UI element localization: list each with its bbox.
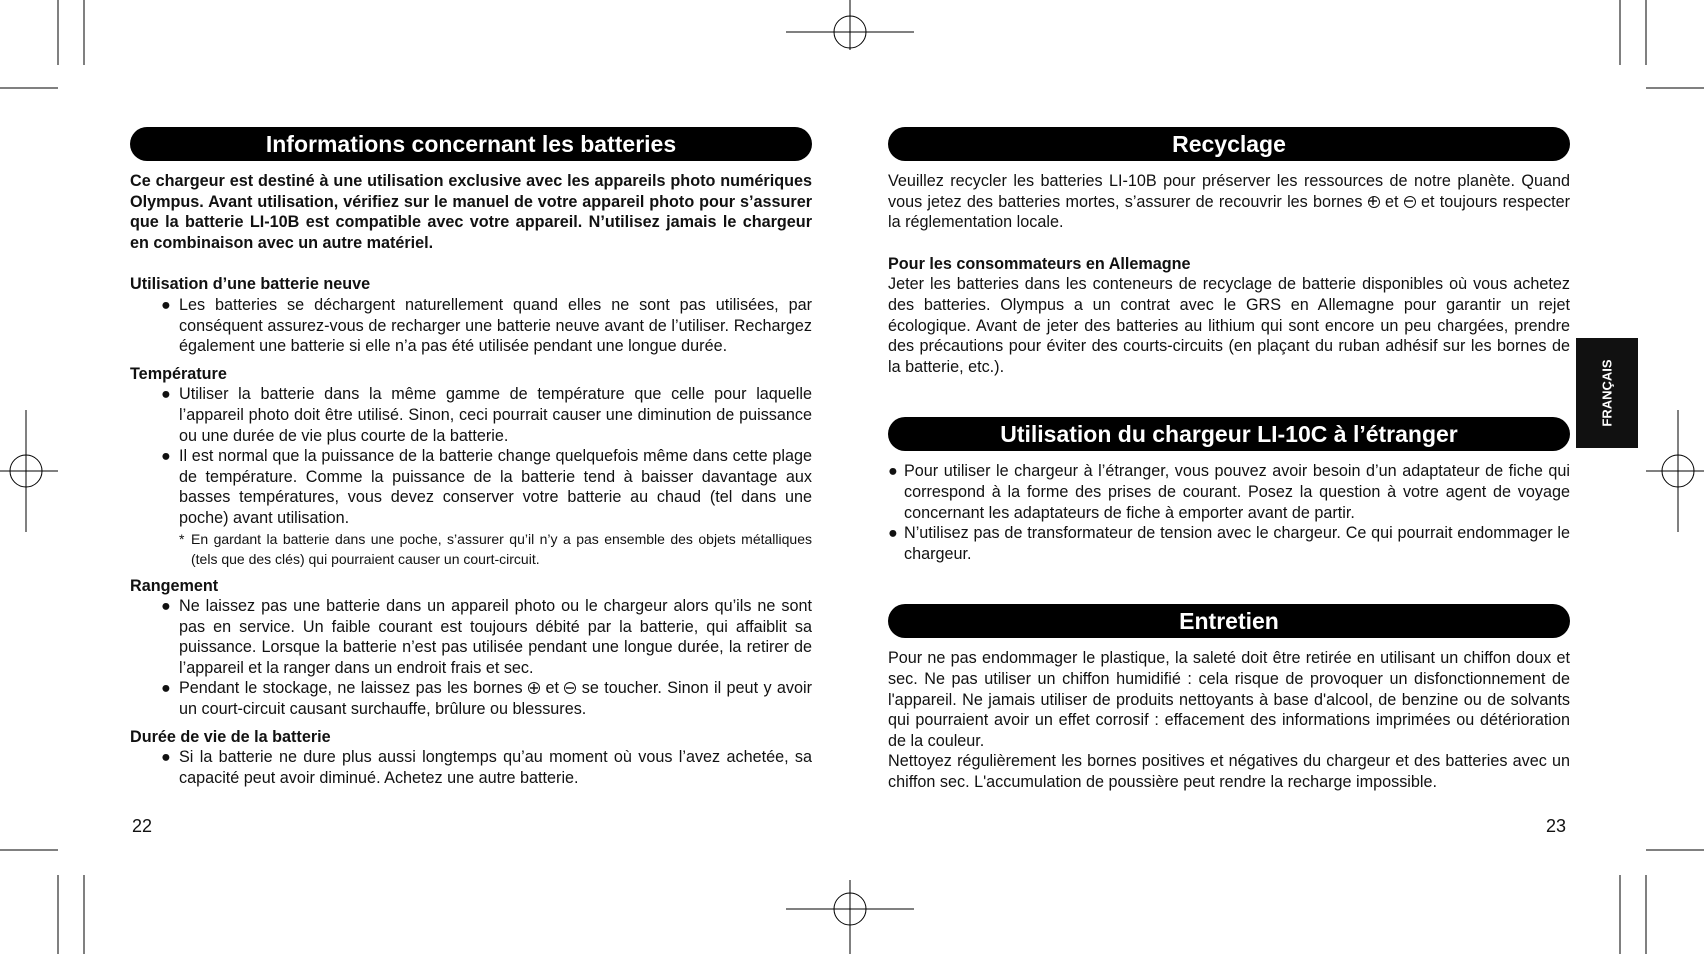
bullet-icon: ● — [888, 524, 898, 543]
heading-storage: Rangement — [130, 576, 219, 595]
bullet-icon: ● — [161, 447, 171, 466]
list-item: ● Pour utiliser le chargeur à l’étranger, vous pouvez avoir besoin d’un adaptateur de fiche qui correspond à la forme des prises de courant. Posez la question à votre agent de voyage concernant les adaptateurs de fiche à emporter avant de partir. — [888, 462, 1570, 522]
intro-paragraph: Ce chargeur est destiné à une utilisation exclusive avec les appareils photo numériques Olympus. Avant utilisation, vérifiez sur le manuel de votre appareil photo pour s’assurer que la batterie LI-10B est compatible avec votre appareil. N’utilisez jamais le chargeur en combinaison avec un autre matériel. — [130, 172, 812, 252]
bullet-icon: ● — [161, 295, 171, 314]
minus-terminal-icon — [564, 682, 576, 694]
germany-paragraph: Jeter les batteries dans les conteneurs de recyclage de batterie disponibles où vous achetez des batteries. Olympus a un contrat avec le GRS en Allemagne pour garantir un rejet écologique. Avant de jeter des batteries au lithium qui sont encore un peu chargées, prendre des précautions pour éviter des courts-circuits (en plaçant du ruban adhésif sur les bornes de la batterie, etc.). — [888, 275, 1570, 376]
list-item: ● Pendant le stockage, ne laissez pas les bornes et se toucher. Sinon il peut y avoir un court-circuit causant surchauffe, brûlure ou blessures. — [161, 679, 813, 719]
plus-terminal-icon — [528, 682, 540, 694]
list-item: ● Si la batterie ne dure plus aussi longtemps qu’au moment où vous l’avez achetée, sa capacité peut avoir diminué. Achetez une autre batterie. — [161, 748, 812, 787]
bullet-icon: ● — [161, 597, 171, 616]
language-tab — [1576, 338, 1638, 448]
list-item: ● Utiliser la batterie dans la même gamme de température que celle pour laquelle l’appareil photo doit être utilisé. Sinon, ceci pourrait causer une diminution de puissance ou une durée de vie plus courte de la batterie. — [161, 385, 812, 445]
right-page — [888, 127, 1570, 792]
list-item: ● Il est normal que la puissance de la batterie change quelquefois même dans cette plage de température. Comme la puissance de la batterie tend à baisser davantage aux basses températures, vous devez conserver votre batterie au chaud (tel dans une poche) avant utilisation. — [161, 447, 812, 527]
section-title-battery-info: Informations concernant les batteries — [130, 127, 812, 161]
heading-battery-life: Durée de vie de la batterie — [130, 727, 331, 746]
footnote: * En gardant la batterie dans une poche, s’assurer qu’il n’y a pas ensemble des objets métalliques (tels que des clés) qui pourraient causer un court-circuit. — [179, 530, 812, 567]
bullet-icon: ● — [161, 679, 171, 698]
bullet-icon: ● — [888, 462, 898, 481]
recycling-paragraph: Veuillez recycler les batteries LI-10B pour préserver les ressources de notre planète. Quand vous jetez des batteries mortes, s’assurer de recouvrir les bornes et et toujours respecter la réglementation locale. — [888, 172, 1571, 232]
section-title-maintenance: Entretien — [888, 604, 1570, 638]
list-item: ● Les batteries se déchargent naturellement quand elles ne sont pas utilisées, par conséquent assurez-vous de recharger une batterie neuve avant de l’utiliser. Rechargez également une batterie si elle n’a pas été utilisée pendant une longue durée. — [161, 295, 812, 356]
heading-germany: Pour les consommateurs en Allemagne — [888, 254, 1191, 273]
page-number-left: 22 — [132, 816, 153, 836]
heading-new-battery: Utilisation d’une batterie neuve — [130, 275, 371, 294]
maintenance-paragraph-1: Pour ne pas endommager le plastique, la saleté doit être retirée en utilisant un chiffon doux et sec. Ne pas utiliser un chiffon humidifié : cela risque de provoquer un disfonctionnement de l'appareil. Ne jamais utiliser de produits nettoyants à base d'alcool, de benzine ou de solvants qui pourraient avoir un effet corrosif : effacement des informations imprimées ou détérioration de la couleur. — [888, 649, 1570, 750]
maintenance-paragraph-2: Nettoyez régulièrement les bornes positives et négatives du chargeur et des batteries avec un chiffon sec. L'accumulation de poussière peut rendre la recharge impossible. — [888, 752, 1570, 791]
minus-terminal-icon — [1404, 196, 1416, 208]
asterisk-icon: * — [179, 530, 185, 547]
section-title-recycling: Recyclage — [888, 127, 1570, 161]
list-item: ● N’utilisez pas de transformateur de tension avec le chargeur. Ce qui pourrait endommager le chargeur. — [888, 524, 1570, 563]
bullet-icon: ● — [161, 748, 171, 767]
left-page — [130, 127, 812, 788]
bullet-icon: ● — [161, 385, 171, 404]
page-number-right: 23 — [1546, 816, 1567, 836]
language-tab-label: FRANÇAIS — [1599, 359, 1615, 427]
list-item: ● Ne laissez pas une batterie dans un appareil photo ou le chargeur alors qu’ils ne sont pas en service. Un faible courant est toujours débité par la batterie, qui affaiblit sa puissance. Lorsque la batterie n’est pas utilisée pendant une longue durée, la retirer de l’appareil et la ranger dans un endroit frais et sec. — [161, 597, 812, 677]
heading-temperature: Température — [130, 364, 227, 383]
section-title-abroad: Utilisation du chargeur LI-10C à l’étranger — [888, 417, 1570, 451]
plus-terminal-icon — [1368, 196, 1380, 208]
